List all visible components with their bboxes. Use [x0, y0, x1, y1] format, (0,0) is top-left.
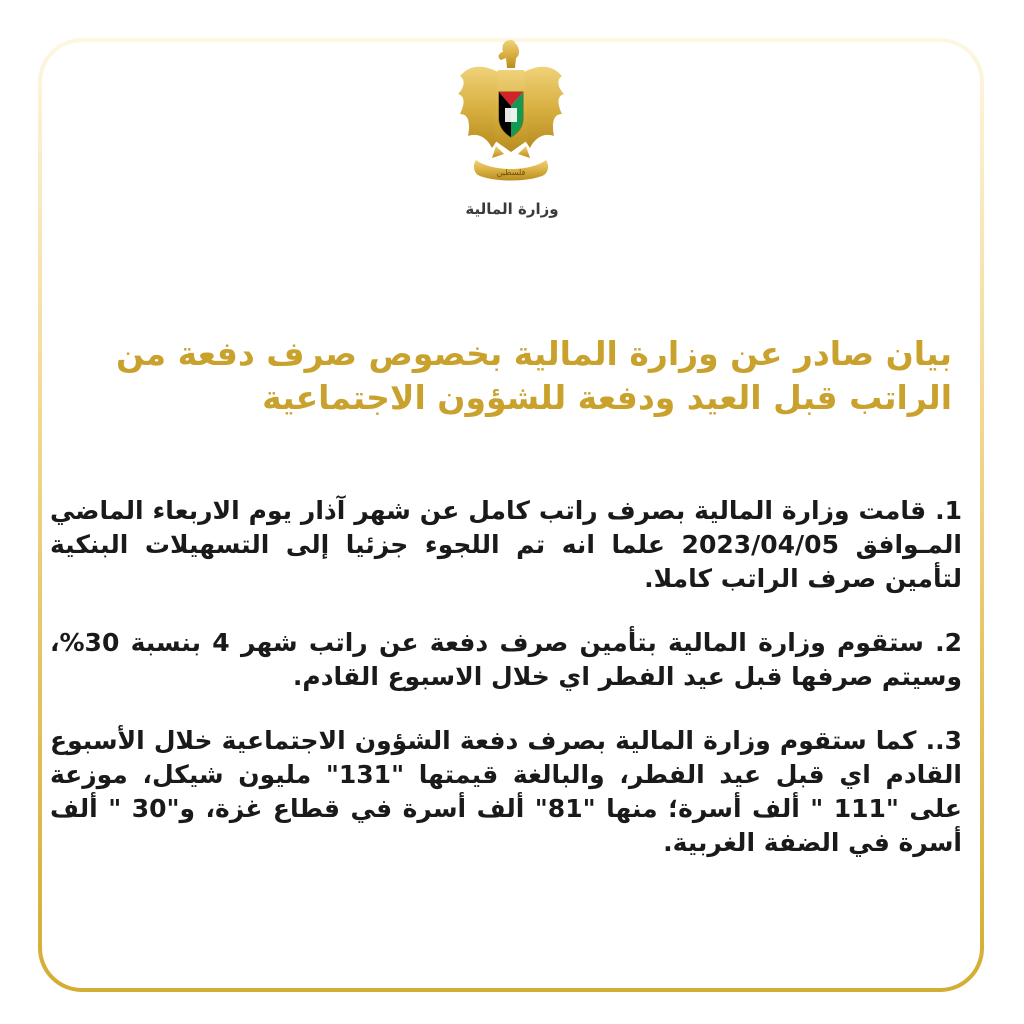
statement-item-3 — [50, 724, 962, 860]
statement-title: بيان صادر عن وزارة المالية بخصوص صرف دفعة من الراتب قبل العيد ودفعة للشؤون الاجتماعية — [115, 334, 952, 417]
item-text: قامت وزارة المالية بصرف راتب كامل عن شهر آذار يوم الاربعاء الماضي المـوافق 2023/04/05 علما انه تم اللجوء جزئيا إلى التسهيلات البنكية لتأمين صرف الراتب كاملا. — [50, 496, 962, 593]
item-text: ستقوم وزارة المالية بتأمين صرف دفعة عن راتب شهر 4 بنسبة 30%، وسيتم صرفها قبل عيد الفطر اي خلال الاسبوع القادم. — [50, 628, 962, 691]
statement-body — [50, 494, 962, 890]
item-number: 1. — [935, 496, 962, 525]
item-text: . كما ستقوم وزارة المالية بصرف دفعة الشؤون الاجتماعية خلال الأسبوع القادم اي قبل عيد الفطر، والبالغة قيمتها "131" مليون شيكل، موزعة على "111 " ألف أسرة؛ منها "81" ألف أسرة في قطاع غزة، و"30 " ألف أسرة في الضفة الغربية. — [50, 726, 962, 857]
item-number: 3. — [935, 726, 962, 755]
item-number: 2. — [935, 628, 962, 657]
ministry-name: وزارة المالية — [465, 200, 559, 218]
palestinian-eagle-emblem-icon — [452, 36, 570, 186]
emblem-caption: فلسطين — [496, 168, 526, 177]
statement-item-1 — [50, 494, 962, 596]
statement-item-2 — [50, 626, 962, 694]
